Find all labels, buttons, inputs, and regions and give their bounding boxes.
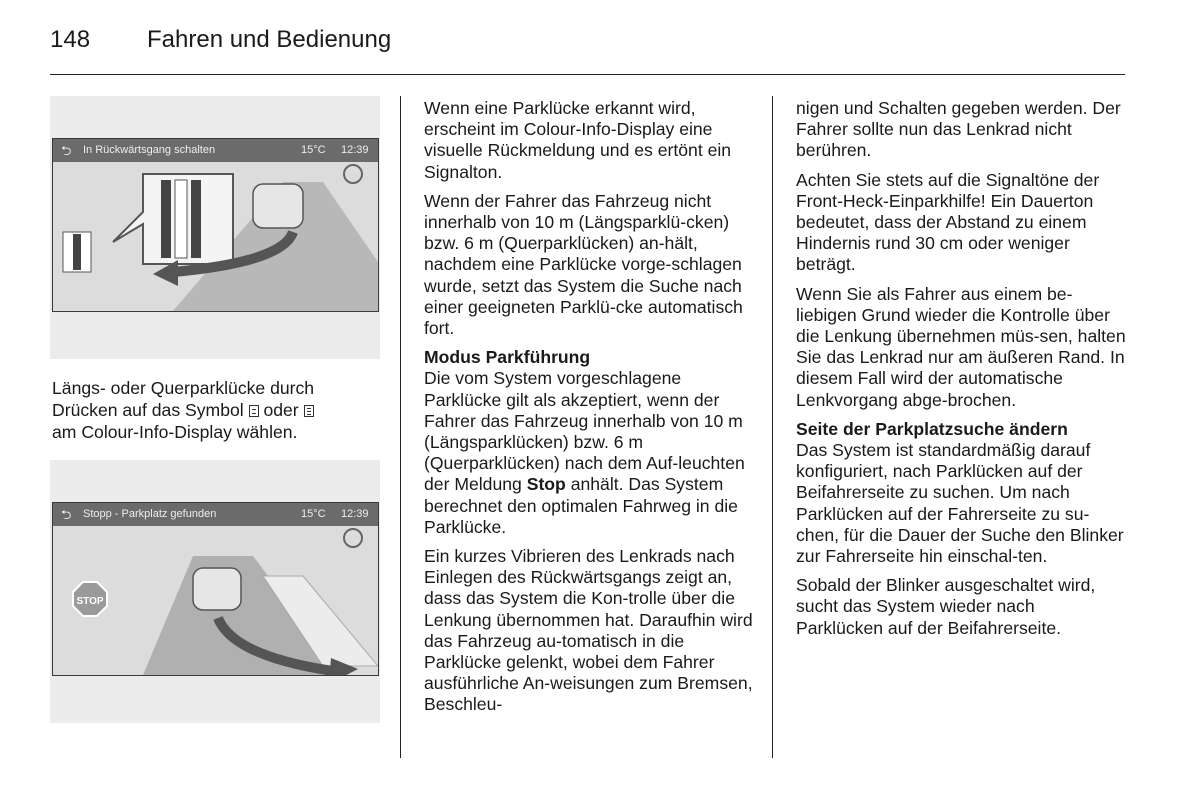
column-divider-2: [772, 96, 773, 758]
text-column-middle: [424, 98, 756, 724]
display-status-bar: [53, 139, 378, 162]
temperature: 15°C: [301, 508, 326, 520]
display-status-bar: [53, 503, 378, 526]
back-arrow-icon: ⮌: [61, 507, 72, 522]
page-number: 148: [50, 26, 91, 53]
callout-bubble: [113, 174, 233, 264]
page-title: Fahren und Bedienung: [147, 26, 392, 53]
section-heading: Modus Parkführung: [424, 347, 591, 368]
screen-title: In Rückwärtsgang schalten: [83, 144, 216, 156]
perpendicular-parking-icon: [304, 405, 314, 417]
header-rule: [50, 74, 1125, 75]
paragraph: Wenn der Fahrer das Fahrzeug nicht innerhalb von 10 m (Längsparklü-cken) bzw. 6 m (Querparklücken) an-hält, nachdem eine Parklücke vorge-schlagen wurde, setzt das System die Suche nach einer geeigneten Parklü-cke automatisch fort.: [424, 190, 743, 339]
paragraph: Achten Sie stets auf die Signaltöne der Front-Heck-Einparkhilfe! Ein Dauerton bedeutet, dass der Abstand zu einem Hindernis rund 30 cm oder weniger beträgt.: [796, 169, 1100, 275]
steering-wheel-icon: [344, 165, 362, 183]
paragraph: Wenn eine Parklücke erkannt wird, erscheint im Colour-Info-Display eine visuelle Rückmeldung und es ertönt ein Signalton.: [424, 98, 732, 182]
zoom-slot-left: [161, 180, 171, 258]
display-screen: [52, 138, 379, 312]
paragraph: Wenn Sie als Fahrer aus einem be-liebigen Grund wieder die Kontrolle über die Lenkung übernehmen müs-sen, halten Sie das Lenkrad nur am äußeren Rand. In diesem Fall wird der automatische Lenkvorgang abge-brochen.: [796, 283, 1126, 410]
car-icon: [193, 568, 241, 610]
slot-stripe: [73, 234, 81, 270]
steering-wheel-icon: [344, 529, 362, 547]
back-arrow-icon: ⮌: [61, 143, 72, 158]
caption-line-2: Drücken auf das Symbol oder: [52, 399, 314, 421]
paragraph: Ein kurzes Vibrieren des Lenkrads nach Einlegen des Rückwärtsgangs zeigt an, dass das System die Kon-trolle über die Lenkung übernommen hat. Daraufhin wird das Fahrzeug au-tomatisch in die Parklücke gelenkt, wobei dem Fahrer ausführliche An-weisungen zum Bremsen, Beschleu-: [424, 546, 753, 715]
parking-illustration: [53, 526, 378, 675]
car-icon: [253, 184, 303, 228]
clock: 12:39: [341, 508, 369, 520]
figure-caption: [52, 377, 314, 443]
paragraph: Sobald der Blinker ausgeschaltet wird, sucht das System wieder nach Parklücken auf der Beifahrerseite.: [796, 575, 1096, 638]
screen-title: Stopp - Parkplatz gefunden: [83, 508, 217, 520]
caption-line-3: am Colour-Info-Display wählen.: [52, 422, 298, 442]
figure-reverse-gear: [50, 96, 380, 359]
column-divider-1: [400, 96, 401, 758]
parking-illustration: [53, 162, 378, 311]
text-column-right: [796, 98, 1126, 647]
zoom-slot-mid: [175, 180, 187, 258]
stop-sign-label: STOP: [76, 596, 104, 607]
temperature: 15°C: [301, 144, 326, 156]
figure-parking-found: [50, 460, 380, 723]
section-heading: Seite der Parkplatzsuche ändern: [796, 418, 1068, 439]
paragraph: Das System ist standardmäßig darauf konfiguriert, nach Parklücken auf der Beifahrerseite zu suchen. Um nach Parklücken auf der Fahrerseite zu su-chen, für die Dauer der Suche den Blinker zur Fahrerseite hin einschal-ten.: [796, 440, 1124, 567]
clock: 12:39: [341, 144, 369, 156]
paragraph: nigen und Schalten gegeben werden. Der Fahrer sollte nun das Lenkrad nicht berühren.: [796, 98, 1121, 161]
parallel-parking-icon: [249, 405, 259, 417]
zoom-slot-right: [191, 180, 201, 258]
caption-line-1: Längs- oder Querparklücke durch: [52, 378, 315, 398]
display-screen: [52, 502, 379, 676]
paragraph: Die vom System vorgeschlagene Parklücke gilt als akzeptiert, wenn der Fahrer das Fahrzeug innerhalb von 10 m (Längsparklücken) bzw. 6 m (Querparklücken) nach dem Auf-leuchten der Meldung Stop anhält. Das System berechnet den optimalen Fahrweg in die Parklücke.: [424, 368, 745, 537]
